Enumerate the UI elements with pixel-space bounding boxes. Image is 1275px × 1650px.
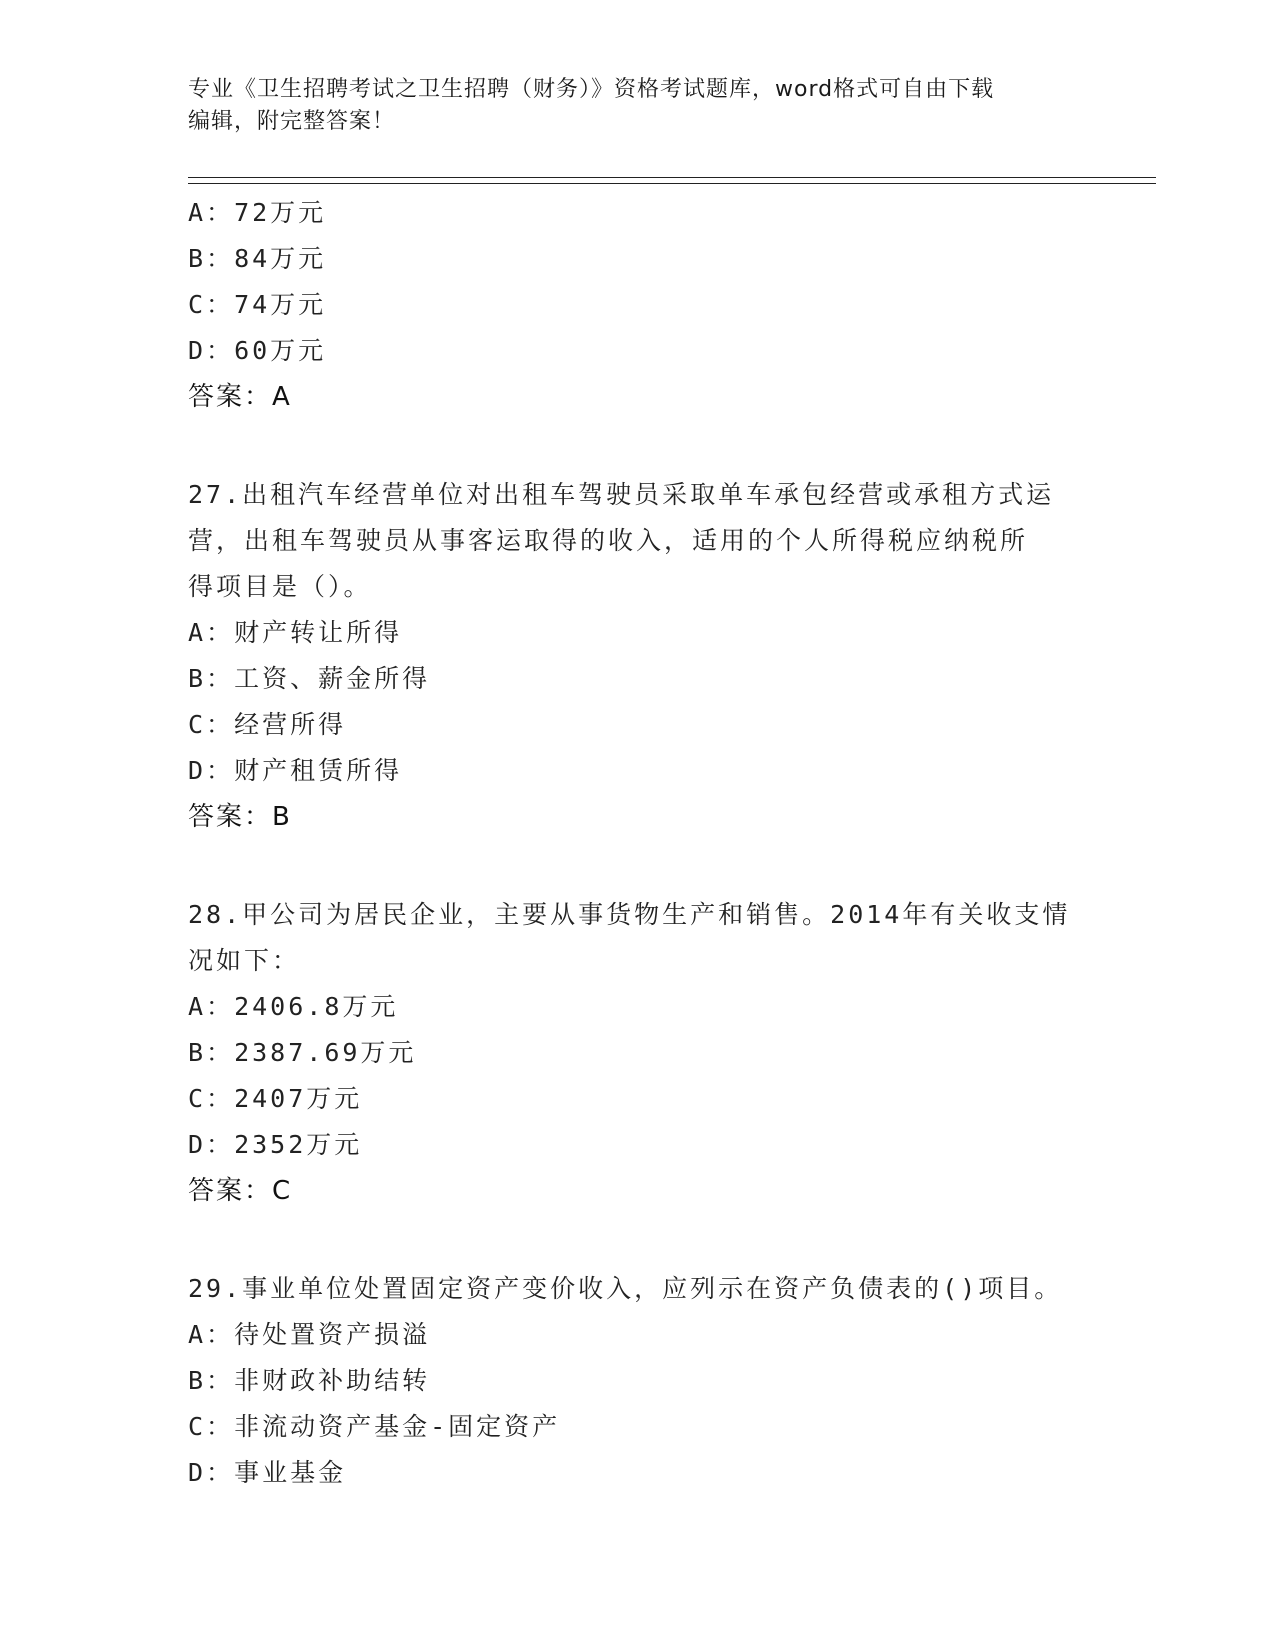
option-d: [188, 1450, 1088, 1496]
prev-question-options: [188, 190, 1088, 420]
document-header: [188, 74, 1068, 138]
option-label: A：: [188, 1320, 235, 1349]
option-text: 2407万元: [234, 1084, 363, 1113]
question-text-line: 况如下：: [188, 946, 301, 975]
question-29: [188, 1266, 1088, 1496]
option-text: 74万元: [234, 290, 327, 319]
option-text: 财产转让所得: [234, 618, 403, 647]
question-27: [188, 472, 1088, 840]
question-content: [188, 190, 1088, 1496]
option-text: 事业基金: [234, 1458, 347, 1487]
question-28: [188, 892, 1088, 1214]
option-label: C：: [188, 1412, 235, 1441]
option-a: [188, 984, 1088, 1030]
option-text: 60万元: [234, 336, 327, 365]
option-label: C：: [188, 290, 235, 319]
option-label: D：: [188, 1458, 235, 1487]
option-b: [188, 236, 1088, 282]
option-c: [188, 1076, 1088, 1122]
option-text: 84万元: [234, 244, 327, 273]
option-label: B：: [188, 1038, 235, 1067]
option-label: B：: [188, 244, 235, 273]
header-line-2: 编辑，附完整答案！: [188, 109, 396, 134]
question-text-line: 营，出租车驾驶员从事客运取得的收入，适用的个人所得税应纳税所: [188, 526, 1029, 555]
option-text: 非财政补助结转: [234, 1366, 431, 1395]
answer-line: 答案：B: [188, 802, 292, 832]
option-text: 2406.8万元: [234, 992, 399, 1021]
option-b: [188, 656, 1088, 702]
question-text-line: 28.甲公司为居民企业，主要从事货物生产和销售。2014年有关收支情: [188, 900, 1071, 929]
question-text-line: 27.出租汽车经营单位对出租车驾驶员采取单车承包经营或承租方式运: [188, 480, 1055, 509]
option-text: 2387.69万元: [234, 1038, 417, 1067]
option-text: 工资、薪金所得: [234, 664, 431, 693]
option-text: 经营所得: [234, 710, 347, 739]
option-label: B：: [188, 1366, 235, 1395]
option-c: [188, 702, 1088, 748]
option-label: A：: [188, 992, 235, 1021]
option-d: [188, 328, 1088, 374]
option-label: C：: [188, 710, 235, 739]
option-c: [188, 1404, 1088, 1450]
option-label: A：: [188, 618, 235, 647]
option-c: [188, 282, 1088, 328]
option-a: [188, 190, 1088, 236]
question-text-line: 29.事业单位处置固定资产变价收入，应列示在资产负债表的()项目。: [188, 1274, 1063, 1303]
answer-line: 答案：A: [188, 382, 292, 412]
option-label: A：: [188, 198, 235, 227]
option-label: C：: [188, 1084, 235, 1113]
header-line-1: 专业《卫生招聘考试之卫生招聘（财务）》资格考试题库，word格式可自由下载: [188, 77, 995, 102]
question-text-line: 得项目是（）。: [188, 572, 372, 601]
option-label: D：: [188, 756, 235, 785]
option-a: [188, 610, 1088, 656]
answer-line: 答案：C: [188, 1176, 293, 1206]
header-divider-top: [188, 177, 1156, 178]
option-text: 待处置资产损溢: [234, 1320, 431, 1349]
option-label: D：: [188, 336, 235, 365]
header-divider-bottom: [188, 183, 1156, 184]
option-text: 72万元: [234, 198, 327, 227]
option-text: 2352万元: [234, 1130, 363, 1159]
option-label: D：: [188, 1130, 235, 1159]
option-text: 财产租赁所得: [234, 756, 403, 785]
option-text: 非流动资产基金-固定资产: [234, 1412, 561, 1441]
option-b: [188, 1030, 1088, 1076]
option-label: B：: [188, 664, 235, 693]
option-b: [188, 1358, 1088, 1404]
option-a: [188, 1312, 1088, 1358]
option-d: [188, 1122, 1088, 1168]
option-d: [188, 748, 1088, 794]
